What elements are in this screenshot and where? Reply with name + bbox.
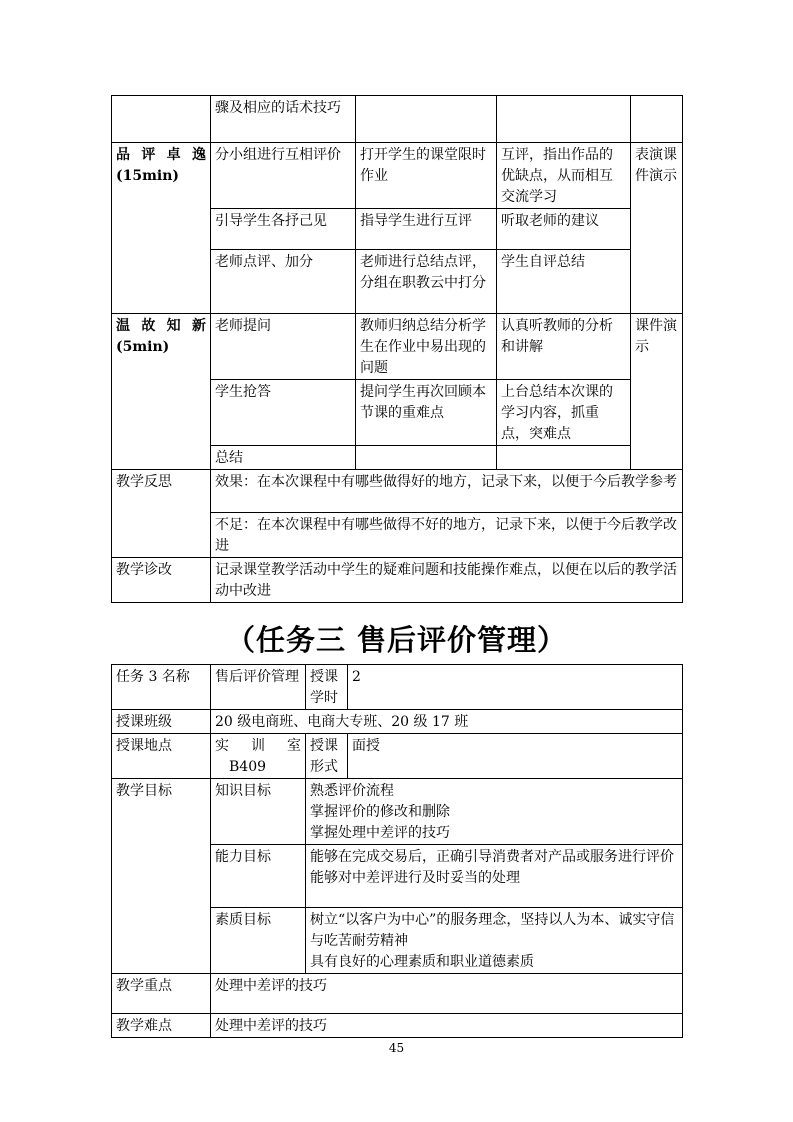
table-row (112, 143, 683, 209)
hours-value: 2 (348, 665, 683, 710)
table-row (112, 779, 683, 845)
table-row (112, 314, 683, 380)
stage-cell-recap (112, 314, 211, 470)
class-label: 授课班级 (112, 710, 211, 734)
teaching-content-cell (356, 446, 497, 470)
table-row (112, 734, 683, 779)
teaching-content-cell: 教师归纳总结分析学生在作业中易出现的问题 (356, 314, 497, 380)
task-info-table (111, 664, 683, 1038)
method-cell: 表演课件演示 (631, 143, 683, 314)
task-name-label: 任务 3 名称 (112, 665, 211, 710)
place-label: 授课地点 (112, 734, 211, 779)
teaching-content-cell: 老师进行总结点评，分组在职教云中打分 (356, 250, 497, 314)
reflection-bad: 不足：在本次课程中有哪些做得不好的地方，记录下来，以便于今后教学改进 (211, 513, 683, 558)
hours-label: 授课学时 (306, 665, 348, 710)
teacher-activity-cell: 引导学生各抒己见 (211, 209, 356, 250)
table-row (112, 470, 683, 513)
stage-label: 品评卓逸 (116, 147, 206, 163)
stage-time: (5min) (116, 339, 170, 355)
lesson-process-table (111, 95, 683, 603)
knowledge-goal-label: 知识目标 (211, 779, 306, 845)
student-activity-cell: 认真听教师的分析和讲解 (497, 314, 631, 380)
table-row (112, 96, 683, 143)
goal-line: 熟悉评价流程 (310, 783, 394, 799)
goal-line: 掌握评价的修改和删除 (310, 804, 450, 820)
table-row (112, 710, 683, 734)
place-value-line: B409 (229, 759, 267, 775)
diagnosis-label: 教学诊改 (112, 558, 211, 603)
table-row (112, 1014, 683, 1038)
stage-cell-review (112, 143, 211, 314)
student-activity-cell: 互评，指出作品的优缺点，从而相互交流学习 (497, 143, 631, 209)
quality-goal-label: 素质目标 (211, 908, 306, 974)
section-title: （任务三 售后评价管理） (225, 623, 568, 657)
teacher-activity-cell: 总结 (211, 446, 356, 470)
table-cell: 骤及相应的话术技巧 (211, 96, 356, 143)
difficulty-value: 处理中差评的技巧 (211, 1014, 683, 1038)
task-name-value: 售后评价管理 (211, 665, 306, 710)
goal-line: 掌握处理中差评的技巧 (310, 825, 450, 841)
ability-goal-list (306, 845, 683, 908)
key-point-label: 教学重点 (112, 974, 211, 1014)
difficulty-label: 教学难点 (112, 1014, 211, 1038)
place-value-line: 实 训 室 (215, 738, 301, 754)
teacher-activity-cell: 老师点评、加分 (211, 250, 356, 314)
student-activity-cell: 上台总结本次课的学习内容，抓重点，突难点 (497, 380, 631, 446)
stage-time: (15min) (116, 168, 180, 184)
student-activity-cell: 学生自评总结 (497, 250, 631, 314)
form-value: 面授 (348, 734, 683, 779)
table-row (112, 974, 683, 1014)
teaching-content-cell: 打开学生的课堂限时作业 (356, 143, 497, 209)
knowledge-goal-list (306, 779, 683, 845)
teacher-activity-cell: 老师提问 (211, 314, 356, 380)
goal-line: 能够在完成交易后，正确引导消费者对产品或服务进行评价 (310, 849, 674, 865)
page-number: 45 (388, 1041, 405, 1055)
teaching-content-cell: 指导学生进行互评 (356, 209, 497, 250)
table-cell (631, 96, 683, 143)
goal-line: 树立“以客户为中心”的服务理念，坚持以人为本、诚实守信与吃苦耐劳精神 (310, 912, 675, 949)
teacher-activity-cell: 分小组进行互相评价 (211, 143, 356, 209)
table-cell (356, 96, 497, 143)
table-cell (112, 96, 211, 143)
stage-label: 温故知新 (116, 318, 206, 334)
table-row (112, 558, 683, 603)
method-cell: 课件演示 (631, 314, 683, 470)
goal-line: 能够对中差评进行及时妥当的处理 (310, 870, 520, 886)
quality-goal-list (306, 908, 683, 974)
key-point-value: 处理中差评的技巧 (211, 974, 683, 1014)
reflection-good: 效果：在本次课程中有哪些做得好的地方，记录下来，以便于今后教学参考 (211, 470, 683, 513)
teacher-activity-cell: 学生抢答 (211, 380, 356, 446)
goal-line: 具有良好的心理素质和职业道德素质 (310, 954, 534, 970)
table-row (112, 665, 683, 710)
ability-goal-label: 能力目标 (211, 845, 306, 908)
class-value: 20 级电商班、电商大专班、20 级 17 班 (211, 710, 683, 734)
reflection-label: 教学反思 (112, 470, 211, 558)
place-value (211, 734, 306, 779)
form-label: 授课形式 (306, 734, 348, 779)
goals-label: 教学目标 (112, 779, 211, 974)
teaching-content-cell: 提问学生再次回顾本节课的重难点 (356, 380, 497, 446)
diagnosis-text: 记录课堂教学活动中学生的疑难问题和技能操作难点，以便在以后的教学活动中改进 (211, 558, 683, 603)
table-cell (497, 96, 631, 143)
student-activity-cell: 听取老师的建议 (497, 209, 631, 250)
student-activity-cell (497, 446, 631, 470)
